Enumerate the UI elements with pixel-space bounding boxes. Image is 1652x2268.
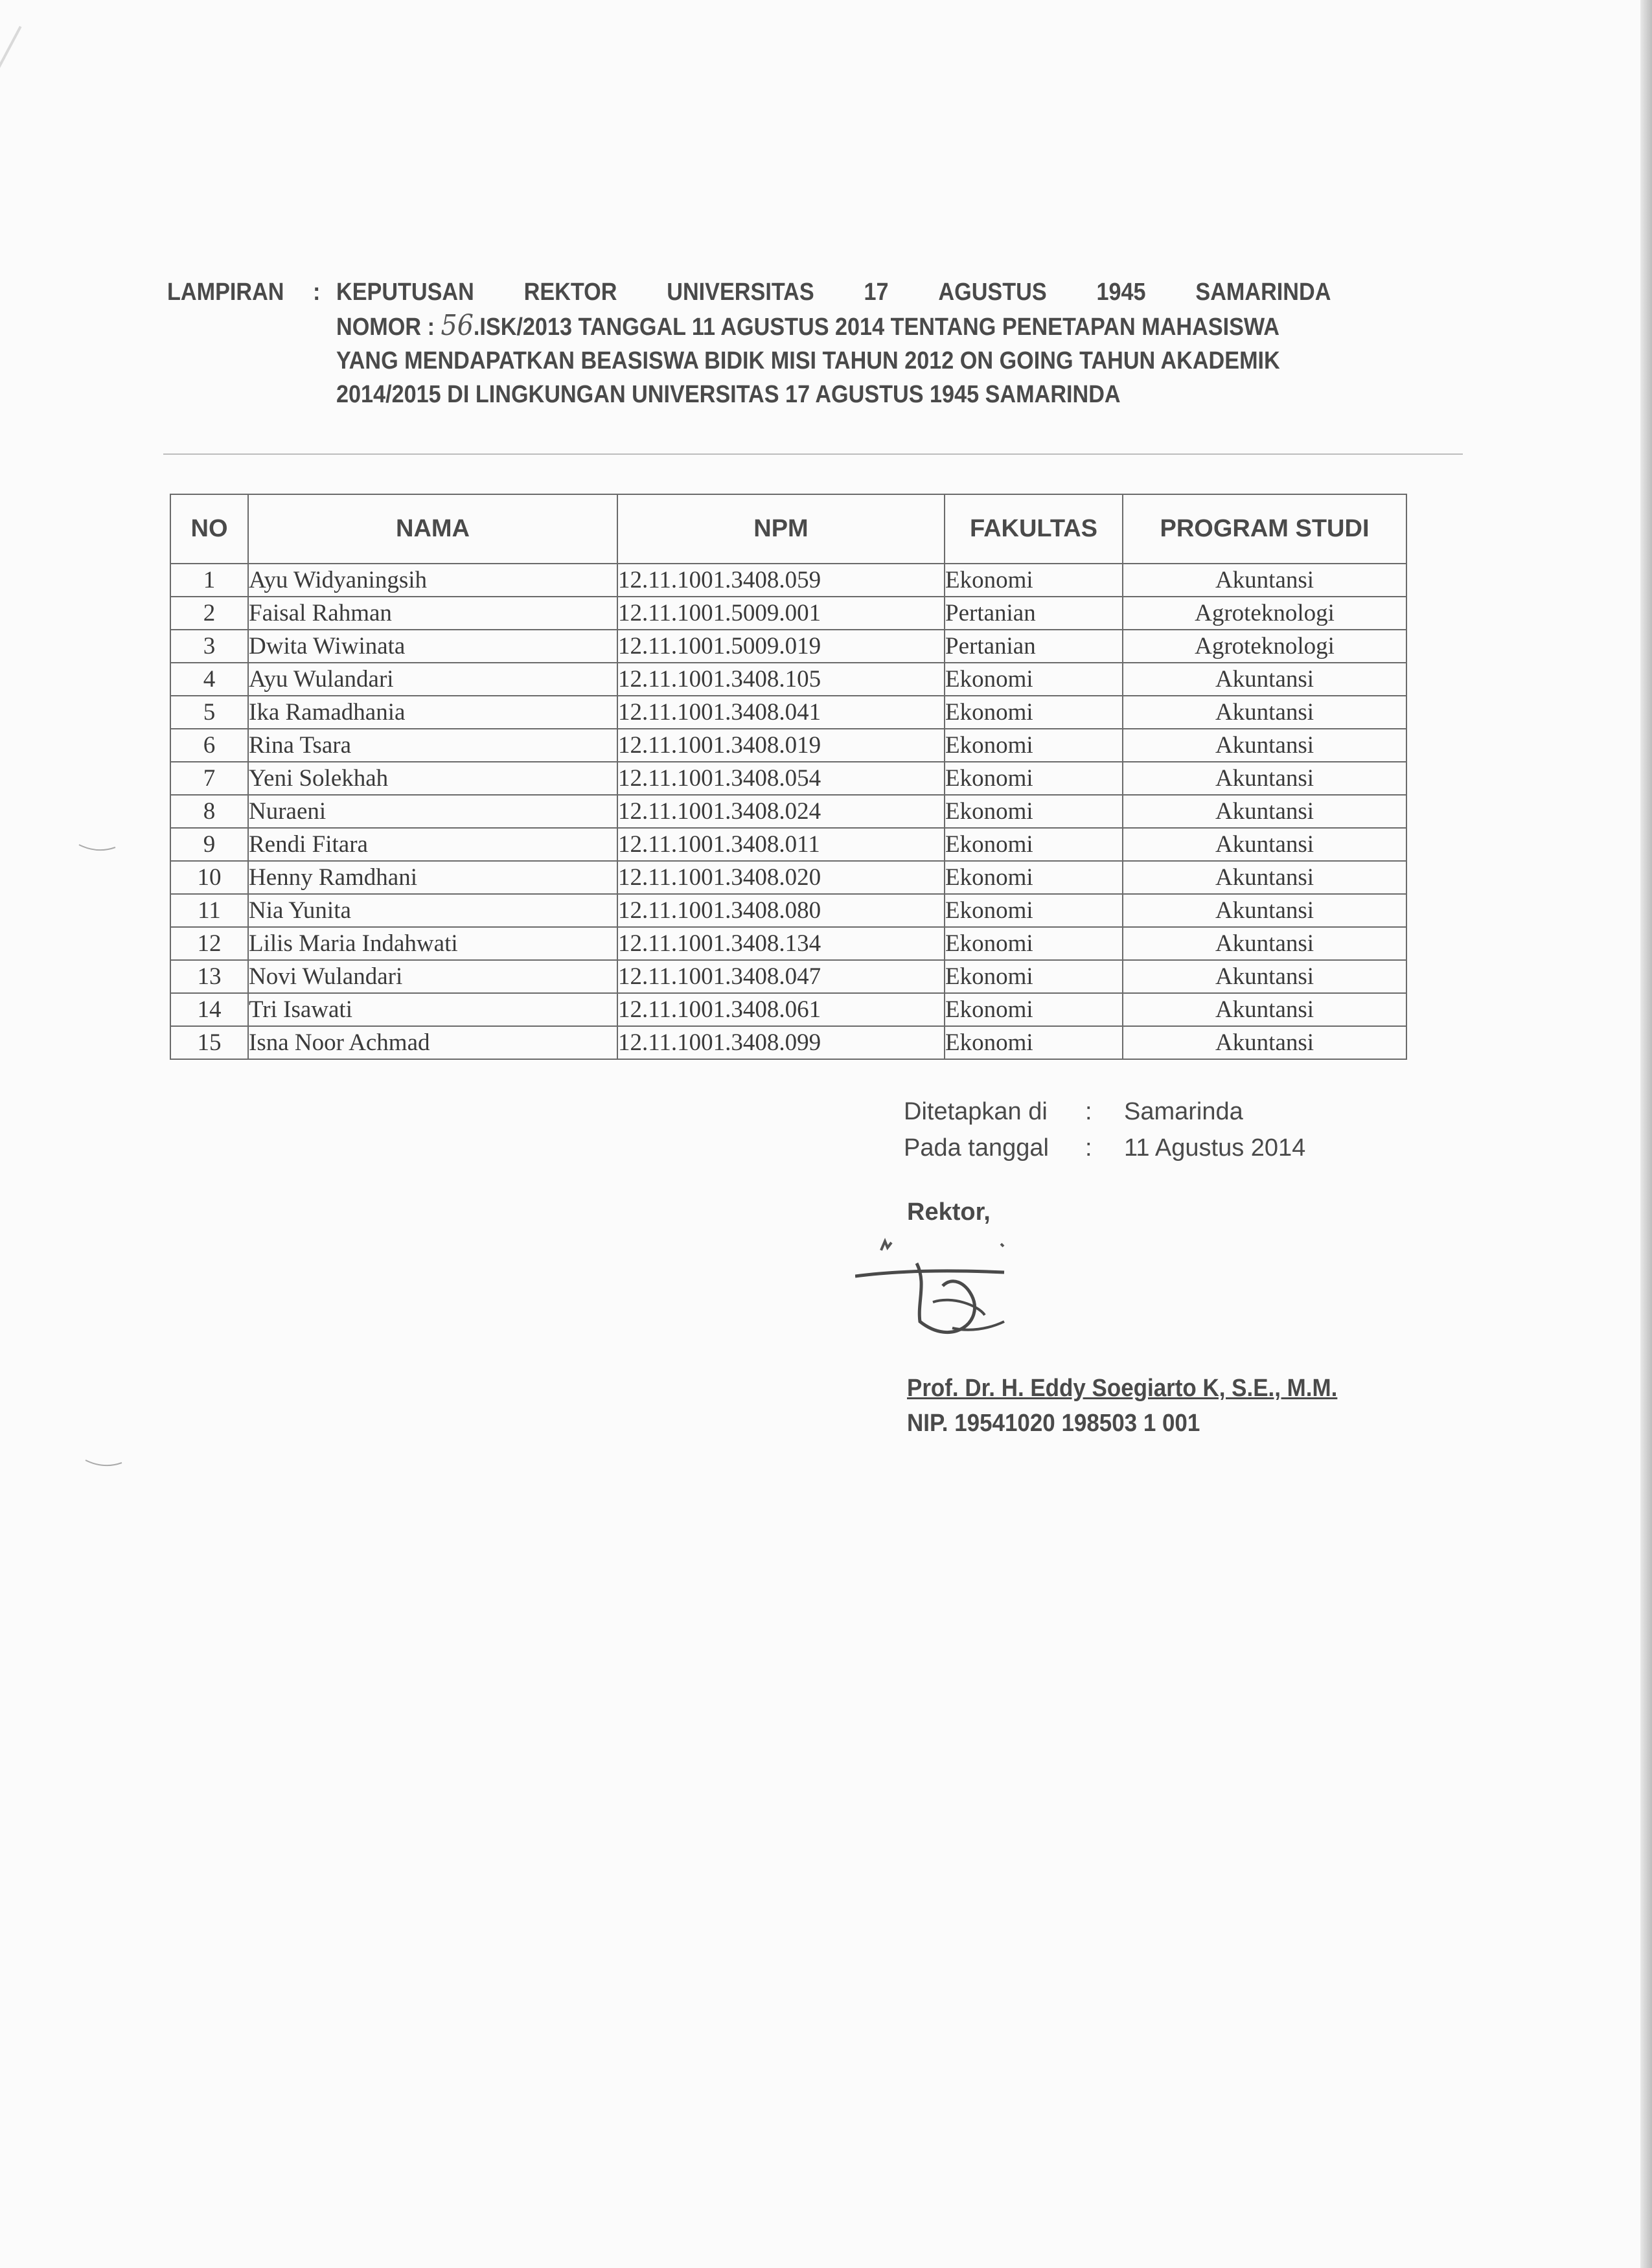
cell-nama: Nuraeni (248, 795, 617, 828)
cell-npm: 12.11.1001.3408.024 (617, 795, 945, 828)
cell-nama: Rendi Fitara (248, 828, 617, 861)
cell-npm: 12.11.1001.5009.019 (617, 630, 945, 663)
cell-npm: 12.11.1001.3408.134 (617, 927, 945, 960)
cell-no: 6 (170, 729, 248, 762)
header-word: REKTOR (523, 279, 617, 306)
cell-nama: Nia Yunita (248, 894, 617, 927)
cell-nama: Ayu Wulandari (248, 663, 617, 696)
col-header-program-studi: PROGRAM STUDI (1123, 494, 1406, 564)
table-body (170, 564, 1406, 1059)
cell-no: 14 (170, 993, 248, 1026)
cell-nama: Ika Ramadhania (248, 696, 617, 729)
cell-no: 3 (170, 630, 248, 663)
cell-nama: Tri Isawati (248, 993, 617, 1026)
cell-program-studi: Akuntansi (1123, 696, 1406, 729)
cell-npm: 12.11.1001.3408.041 (617, 696, 945, 729)
cell-nama: Isna Noor Achmad (248, 1026, 617, 1059)
cell-program-studi: Akuntansi (1123, 927, 1406, 960)
document-header (167, 275, 1331, 411)
col-header-npm: NPM (617, 494, 945, 564)
table-row (170, 597, 1406, 630)
header-word: UNIVERSITAS (667, 279, 814, 306)
col-header-fakultas: FAKULTAS (945, 494, 1123, 564)
cell-no: 11 (170, 894, 248, 927)
cell-npm: 12.11.1001.3408.099 (617, 1026, 945, 1059)
cell-nama: Lilis Maria Indahwati (248, 927, 617, 960)
table-header-row (170, 494, 1406, 564)
cell-program-studi: Akuntansi (1123, 795, 1406, 828)
signer-nip: NIP. 19541020 198503 1 001 (907, 1410, 1200, 1437)
cell-fakultas: Ekonomi (945, 861, 1123, 894)
cell-nama: Dwita Wiwinata (248, 630, 617, 663)
header-line-2 (336, 309, 1331, 344)
cell-npm: 12.11.1001.3408.047 (617, 960, 945, 993)
decree-block (904, 1094, 1305, 1166)
scan-artifact-mark (78, 842, 117, 855)
date-label: Pada tanggal (904, 1134, 1049, 1162)
cell-no: 1 (170, 564, 248, 597)
cell-nama: Faisal Rahman (248, 597, 617, 630)
cell-nama: Rina Tsara (248, 729, 617, 762)
col-header-no: NO (170, 494, 248, 564)
header-word: SAMARINDA (1195, 279, 1331, 306)
cell-no: 15 (170, 1026, 248, 1059)
cell-program-studi: Akuntansi (1123, 993, 1406, 1026)
student-table (170, 494, 1407, 1060)
cell-program-studi: Akuntansi (1123, 894, 1406, 927)
table-row (170, 663, 1406, 696)
table-row (170, 630, 1406, 663)
cell-fakultas: Pertanian (945, 597, 1123, 630)
header-word: 17 (864, 279, 889, 306)
header-word: 1945 (1096, 279, 1146, 306)
decree-place-row (904, 1094, 1305, 1130)
col-header-nama: NAMA (248, 494, 617, 564)
cell-fakultas: Ekonomi (945, 927, 1123, 960)
header-divider (163, 453, 1463, 455)
table-row (170, 729, 1406, 762)
place-label: Ditetapkan di (904, 1098, 1048, 1125)
header-line-1 (336, 275, 1331, 309)
decree-date-row (904, 1130, 1305, 1166)
cell-npm: 12.11.1001.3408.059 (617, 564, 945, 597)
place-value: Samarinda (1124, 1098, 1243, 1125)
cell-fakultas: Ekonomi (945, 828, 1123, 861)
cell-npm: 12.11.1001.3408.080 (617, 894, 945, 927)
cell-nama: Ayu Widyaningsih (248, 564, 617, 597)
cell-no: 9 (170, 828, 248, 861)
cell-fakultas: Ekonomi (945, 993, 1123, 1026)
cell-program-studi: Akuntansi (1123, 729, 1406, 762)
cell-fakultas: Ekonomi (945, 960, 1123, 993)
date-separator: : (1085, 1134, 1092, 1162)
header-line-4: 2014/2015 DI LINGKUNGAN UNIVERSITAS 17 AGUSTUS 1945 SAMARINDA (336, 381, 1121, 408)
cell-npm: 12.11.1001.3408.105 (617, 663, 945, 696)
signer-name: Prof. Dr. H. Eddy Soegiarto K, S.E., M.M. (907, 1375, 1338, 1402)
header-word: KEPUTUSAN (336, 279, 474, 306)
cell-no: 7 (170, 762, 248, 795)
rektor-title: Rektor, (907, 1198, 991, 1226)
cell-fakultas: Ekonomi (945, 729, 1123, 762)
cell-nama: Henny Ramdhani (248, 861, 617, 894)
cell-program-studi: Agroteknologi (1123, 597, 1406, 630)
cell-fakultas: Ekonomi (945, 663, 1123, 696)
cell-nama: Yeni Solekhah (248, 762, 617, 795)
cell-program-studi: Akuntansi (1123, 1026, 1406, 1059)
scan-artifact-mark (84, 1458, 123, 1471)
table-row (170, 795, 1406, 828)
cell-nama: Novi Wulandari (248, 960, 617, 993)
signature-block (907, 1198, 1338, 1437)
table-row (170, 828, 1406, 861)
cell-fakultas: Ekonomi (945, 696, 1123, 729)
cell-no: 2 (170, 597, 248, 630)
table-row (170, 696, 1406, 729)
header-line-3: YANG MENDAPATKAN BEASISWA BIDIK MISI TAHUN 2012 ON GOING TAHUN AKADEMIK (336, 347, 1280, 374)
nomor-suffix: .ISK/2013 TANGGAL 11 AGUSTUS 2014 TENTANG PENETAPAN MAHASISWA (473, 314, 1280, 341)
cell-fakultas: Ekonomi (945, 894, 1123, 927)
cell-npm: 12.11.1001.3408.061 (617, 993, 945, 1026)
handwritten-signature (855, 1224, 1024, 1373)
table-row (170, 894, 1406, 927)
cell-no: 10 (170, 861, 248, 894)
table-row (170, 1026, 1406, 1059)
table-row (170, 564, 1406, 597)
table-row (170, 861, 1406, 894)
cell-no: 4 (170, 663, 248, 696)
place-separator: : (1085, 1098, 1092, 1125)
cell-no: 8 (170, 795, 248, 828)
cell-no: 12 (170, 927, 248, 960)
scan-edge-shadow (1640, 0, 1652, 2268)
cell-fakultas: Ekonomi (945, 795, 1123, 828)
lampiran-label: LAMPIRAN (167, 279, 284, 306)
cell-program-studi: Akuntansi (1123, 762, 1406, 795)
table-row (170, 993, 1406, 1026)
cell-npm: 12.11.1001.5009.001 (617, 597, 945, 630)
cell-fakultas: Ekonomi (945, 1026, 1123, 1059)
header-word: AGUSTUS (938, 279, 1047, 306)
nomor-prefix: NOMOR : (336, 314, 435, 341)
date-value: 11 Agustus 2014 (1124, 1134, 1306, 1162)
cell-program-studi: Akuntansi (1123, 564, 1406, 597)
cell-npm: 12.11.1001.3408.054 (617, 762, 945, 795)
cell-program-studi: Akuntansi (1123, 663, 1406, 696)
cell-fakultas: Pertanian (945, 630, 1123, 663)
nomor-handwritten: 56 (441, 309, 474, 342)
table-row (170, 762, 1406, 795)
cell-program-studi: Akuntansi (1123, 960, 1406, 993)
header-colon: : (313, 279, 321, 306)
cell-no: 5 (170, 696, 248, 729)
scan-artifact-line (0, 26, 22, 273)
cell-program-studi: Akuntansi (1123, 828, 1406, 861)
cell-no: 13 (170, 960, 248, 993)
cell-npm: 12.11.1001.3408.020 (617, 861, 945, 894)
cell-npm: 12.11.1001.3408.011 (617, 828, 945, 861)
cell-fakultas: Ekonomi (945, 564, 1123, 597)
cell-program-studi: Akuntansi (1123, 861, 1406, 894)
cell-fakultas: Ekonomi (945, 762, 1123, 795)
cell-program-studi: Agroteknologi (1123, 630, 1406, 663)
cell-npm: 12.11.1001.3408.019 (617, 729, 945, 762)
table-row (170, 927, 1406, 960)
table-row (170, 960, 1406, 993)
